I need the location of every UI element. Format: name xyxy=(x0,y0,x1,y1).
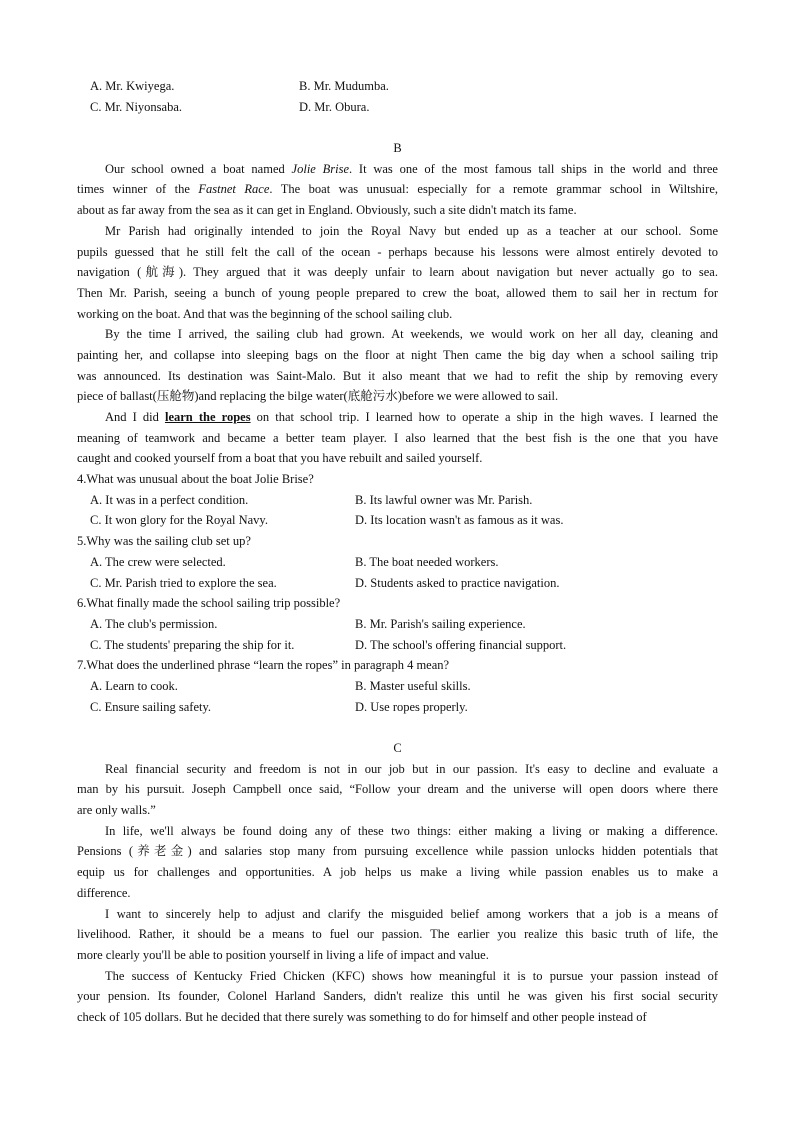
document-page xyxy=(77,76,718,1028)
question xyxy=(77,593,718,655)
text-segment: pupils guessed that he still felt the call of the ocean - perhaps because his lessons were almost entirely devoted to xyxy=(77,244,718,259)
section-heading-c: C xyxy=(393,741,402,755)
text-line xyxy=(77,345,718,366)
paragraph xyxy=(77,759,718,821)
section-heading-b: B xyxy=(393,141,402,156)
text-segment: equip us for challenges and opportunities. A job helps us make a living while passion enables us to make a xyxy=(77,865,718,880)
text-segment: meaning of teamwork and became a better team player. I also learned that the best fish is the one that you have xyxy=(77,430,718,445)
paragraph xyxy=(77,821,718,904)
paragraph xyxy=(77,407,718,469)
text-segment: In life, we'll always be found doing any of these two things: either making a living or making a difference. xyxy=(105,823,718,838)
text-segment: painting her, and collapse into sleeping bags on the floor at night Then came the big day when a school sailing trip xyxy=(77,347,718,362)
text-line xyxy=(77,366,718,387)
text-line xyxy=(77,904,718,925)
option-row xyxy=(77,552,718,573)
text-segment: Then Mr. Parish, seeing a bunch of young people prepared to crew the boat, allowed them to sail her in rectum for xyxy=(77,285,718,300)
answer-option-d: D. Its location wasn't as famous as it was. xyxy=(355,513,564,528)
text-line xyxy=(77,945,718,966)
answer-option-b: B. The boat needed workers. xyxy=(355,554,499,569)
answer-option-b: B. Mr. Parish's sailing experience. xyxy=(355,616,526,631)
paragraph xyxy=(77,324,718,407)
answer-option-d: D. The school's offering financial support. xyxy=(355,637,567,652)
option-b: B. Mr. Mudumba. xyxy=(299,79,389,93)
text-segment: Mr Parish had originally intended to join the Royal Navy but ended up as a teacher at our school. Some xyxy=(105,223,718,238)
question-stem: 5.Why was the sailing club set up? xyxy=(77,534,251,549)
text-line xyxy=(77,883,718,904)
question xyxy=(77,531,718,593)
text-line xyxy=(77,159,718,180)
answer-option-d: D. Use ropes properly. xyxy=(355,699,468,714)
text-segment: on that school trip. I learned how to operate a ship in the high waves. I learned the xyxy=(250,410,718,424)
text-segment: was announced. Its destination was Saint-Malo. But it also meant that we had to refit the ship by removing every xyxy=(77,368,718,383)
text-segment: about as far away from the sea as it can get in England. Obviously, such a site didn't match its fame. xyxy=(77,203,577,218)
text-line xyxy=(77,1007,718,1028)
text-line xyxy=(77,986,718,1007)
paragraph xyxy=(77,221,718,324)
option-d: D. Mr. Obura. xyxy=(299,99,370,114)
answer-option-a: A. It was in a perfect condition. xyxy=(90,492,249,507)
text-line xyxy=(77,221,718,242)
text-segment: difference. xyxy=(77,885,131,900)
passage-c xyxy=(77,759,718,1028)
question xyxy=(77,469,718,531)
text-segment: Our school owned a boat named xyxy=(105,161,292,176)
paragraph xyxy=(77,904,718,966)
option-c: C. Mr. Niyonsaba. xyxy=(90,99,183,114)
answer-option-c: C. It won glory for the Royal Navy. xyxy=(90,513,268,528)
answer-option-b: B. Its lawful owner was Mr. Parish. xyxy=(355,492,533,507)
answer-option-c: C. Ensure sailing safety. xyxy=(90,699,212,714)
answer-option-a: A. The club's permission. xyxy=(90,616,218,631)
paragraph xyxy=(77,159,718,221)
text-line xyxy=(77,200,718,221)
option-row xyxy=(77,573,718,594)
answer-option-a: A. The crew were selected. xyxy=(90,554,226,569)
text-segment: The success of Kentucky Fried Chicken (KFC) shows how meaningful it is to pursue your passion instead of xyxy=(105,968,718,983)
option-row xyxy=(77,76,718,97)
text-segment: your pension. Its founder, Colonel Harland Sanders, didn't realize this until he was given his first social security xyxy=(77,989,718,1004)
questions xyxy=(77,469,718,717)
text-line xyxy=(77,283,718,304)
text-line xyxy=(77,759,718,780)
answer-option-a: A. Learn to cook. xyxy=(90,678,178,693)
text-line xyxy=(77,966,718,987)
option-row xyxy=(77,490,718,511)
text-line xyxy=(77,841,718,862)
text-segment: And I did xyxy=(105,410,165,424)
question-stem: 6.What finally made the school sailing trip possible? xyxy=(77,596,341,611)
question xyxy=(77,655,718,717)
text-line xyxy=(77,304,718,325)
answer-option-c: C. Mr. Parish tried to explore the sea. xyxy=(90,575,277,590)
emphasized-text: Jolie Brise xyxy=(291,161,350,176)
emphasized-text: learn the ropes xyxy=(164,410,251,424)
text-line xyxy=(77,386,718,407)
answer-option-c: C. The students' preparing the ship for it. xyxy=(90,637,295,652)
option-a: A. Mr. Kwiyega. xyxy=(90,79,175,93)
text-segment: caught and cooked yourself from a boat that you have rebuilt and sailed yourself. xyxy=(77,451,483,466)
option-row xyxy=(77,697,718,718)
option-row xyxy=(77,97,718,118)
text-segment: I want to sincerely help to adjust and clarify the misguided belief among workers that a job is a means of xyxy=(105,906,718,921)
text-segment: Pensions (养老金) and salaries stop many from pursuing excellence while passion unlocks hidden potentials that xyxy=(77,844,718,859)
text-segment: man by his pursuit. Joseph Campbell once said, “Follow your dream and the universe will open doors where there xyxy=(77,782,718,797)
text-line xyxy=(77,800,718,821)
emphasized-text: Fastnet Race xyxy=(198,182,270,197)
paragraph xyxy=(77,966,718,1028)
text-line xyxy=(77,179,718,200)
text-line xyxy=(77,428,718,449)
option-row xyxy=(77,510,718,531)
answer-option-b: B. Master useful skills. xyxy=(355,678,471,693)
text-line xyxy=(77,448,718,469)
text-line xyxy=(77,779,718,800)
answer-option-d: D. Students asked to practice navigation. xyxy=(355,575,560,590)
option-row xyxy=(77,614,718,635)
question-stem: 7.What does the underlined phrase “learn the ropes” in paragraph 4 mean? xyxy=(77,658,450,673)
text-segment: check of 105 dollars. But he decided that there surely was something to do for himself and other people instead of xyxy=(77,1009,647,1024)
option-row xyxy=(77,635,718,656)
spacer xyxy=(77,117,718,138)
question-stem: 4.What was unusual about the boat Jolie Brise? xyxy=(77,472,314,487)
text-segment: times winner of the xyxy=(77,182,199,197)
passage-b xyxy=(77,159,718,469)
text-segment: Real financial security and freedom is not in our job but in our passion. It's easy to decline and evaluate a xyxy=(105,761,718,776)
text-segment: navigation (航海). They argued that it was deeply unfair to learn about navigation but never actually go to sea. xyxy=(77,265,718,280)
text-segment: working on the boat. And that was the beginning of the school sailing club. xyxy=(77,306,453,321)
spacer xyxy=(77,717,718,738)
text-segment: . It was one of the most famous tall ships in the world and three xyxy=(349,161,718,176)
text-line xyxy=(77,324,718,345)
text-segment: livelihood. Rather, it should be a means to fuel our passion. The earlier you realize this basic truth of life, the xyxy=(77,927,718,942)
text-segment: . The boat was unusual: especially for a remote grammar school in Wiltshire, xyxy=(269,182,718,197)
text-segment: By the time I arrived, the sailing club had grown. At weekends, we would work on her all day, cleaning and xyxy=(105,327,718,342)
text-line xyxy=(77,924,718,945)
text-line xyxy=(77,242,718,263)
text-line xyxy=(77,407,718,428)
text-line xyxy=(77,821,718,842)
text-segment: are only walls.” xyxy=(77,803,156,818)
option-row xyxy=(77,676,718,697)
text-line xyxy=(77,862,718,883)
text-line xyxy=(77,262,718,283)
text-segment: piece of ballast(压舱物)and replacing the bilge water(底舱污水)before we were allowed to sail. xyxy=(77,389,559,404)
text-segment: more clearly you'll be able to position yourself in living a life of impact and value. xyxy=(77,947,489,962)
